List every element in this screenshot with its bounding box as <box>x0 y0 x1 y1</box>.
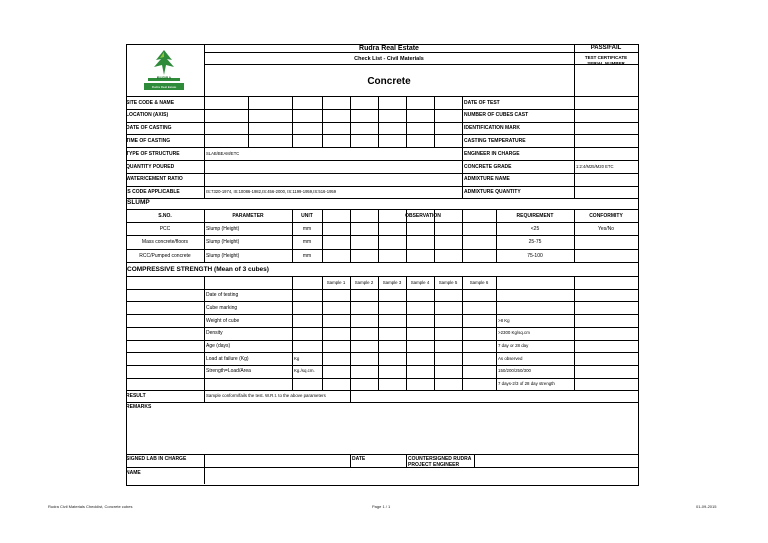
remarks-label: REMARKS <box>126 404 152 411</box>
comp-row-unit: Kg./sq.cm. <box>294 368 315 374</box>
comp-row-parameter: Strength=Load/Area <box>206 368 251 375</box>
slump-row-unit: mm <box>302 226 312 233</box>
info-label: ADMIXTURE QUANTITY <box>464 189 521 196</box>
result-value: Sample conform/fails the test. W.R.t. to the above parameters <box>206 393 326 399</box>
slump-row-line <box>126 262 638 263</box>
slump-header-requirement: REQUIREMENT <box>516 213 554 219</box>
slump-observation-field-1[interactable] <box>322 235 496 248</box>
comp-row-parameter: Weight of cube <box>206 317 240 324</box>
comp-row-requirement: 150/200/250/300 <box>498 368 531 374</box>
slump-row-parameter: Slump (Height) <box>206 239 240 246</box>
date-label: DATE <box>352 456 366 462</box>
comp-row-parameter: Date of testing <box>206 292 239 299</box>
comp-row-requirement: >8 Kg <box>498 317 510 323</box>
company-logo <box>134 48 194 92</box>
pass-fail-heading: PASS/FAIL <box>590 45 622 51</box>
checklist-subtitle: Check List - Civil Materials <box>354 56 424 62</box>
compressive-section-title: COMPRESSIVE STRENGTH (Mean of 3 cubes) <box>127 266 269 273</box>
info-col-line <box>462 96 463 198</box>
slump-header-unit: UNIT <box>301 213 313 219</box>
info-right-field-2[interactable] <box>574 122 638 135</box>
slump-observation-field-2[interactable] <box>322 249 496 262</box>
comp-row-parameter: Age (days) <box>206 343 231 349</box>
header-line-1 <box>204 52 638 53</box>
sample-header-5: Sample 5 <box>438 279 458 285</box>
info-label: QUANTITY POURED <box>126 163 175 170</box>
info-label: ADMIXTURE NAME <box>464 176 510 183</box>
slump-header-observation: OBSERVATION <box>405 213 441 219</box>
info-label: TYPE OF STRUCTURE <box>126 150 180 157</box>
comp-col-line <box>204 276 205 390</box>
logo-text: RUDRA <box>156 75 172 80</box>
info-field-6[interactable] <box>204 173 462 186</box>
comp-col-line <box>574 276 575 390</box>
signed-lab-field[interactable] <box>204 454 350 467</box>
info-right-field-7[interactable] <box>574 186 638 199</box>
comp-col-line <box>496 276 497 390</box>
sample-values-field-5[interactable] <box>322 352 496 365</box>
info-value: SLAB/BEAM/ETC <box>206 150 240 156</box>
result-label: RESULT <box>126 393 146 400</box>
comp-row-parameter: Density <box>206 330 223 337</box>
sample-values-field-6[interactable] <box>322 365 496 378</box>
info-right-field-1[interactable] <box>574 109 638 122</box>
info-label: IDENTIFICATION MARK <box>464 125 521 132</box>
project-engineer-label: PROJECT ENGINEER <box>408 462 460 468</box>
remarks-field[interactable] <box>126 412 638 458</box>
info-field-5[interactable] <box>204 160 462 173</box>
comp-row-requirement: >2300 Kg/sq.cm <box>498 330 530 336</box>
comp-col-line <box>292 276 293 390</box>
name-field[interactable] <box>204 467 638 484</box>
info-row-line <box>126 198 638 199</box>
comp-row-line <box>126 276 638 277</box>
info-label: WATER/CEMENT RATIO <box>126 176 183 183</box>
sample-values-field-7[interactable] <box>322 378 496 391</box>
info-label: LOCATION (AXIS) <box>126 112 169 119</box>
info-right-field-4[interactable] <box>574 147 638 160</box>
info-field-2[interactable] <box>204 122 462 135</box>
footer-left: Rudra Civil Materials Checklist, Concrete cubes <box>48 504 133 509</box>
info-field-3[interactable] <box>204 134 462 147</box>
sample-values-field-2[interactable] <box>322 314 496 327</box>
slump-row-conformity: Yes/No <box>598 226 614 233</box>
comp-row-requirement: As observed <box>498 355 523 361</box>
slump-row-parameter: Slump (Height) <box>206 226 240 233</box>
sample-values-field-3[interactable] <box>322 327 496 340</box>
info-right-field-6[interactable] <box>574 173 638 186</box>
slump-row-sno: RCC/Pumped concrete <box>139 252 191 259</box>
info-right-field-0[interactable] <box>574 96 638 109</box>
signed-lab-label: SIGNED LAB IN CHARGE <box>126 456 187 462</box>
comp-row-parameter: Cube marking <box>206 304 238 311</box>
test-certificate-label: TEST CERTIFICATE <box>584 55 628 60</box>
info-value: 1:2:4/M25/M20 ETC <box>576 163 614 169</box>
slump-row-requirement: 75-100 <box>527 252 543 259</box>
info-field-0[interactable] <box>204 96 462 109</box>
info-label: CONCRETE GRADE <box>464 163 512 170</box>
checklist-sheet <box>126 44 639 486</box>
info-label: NUMBER OF CUBES CAST <box>464 112 529 119</box>
logo-tagline: Rudra Real Estate <box>151 85 177 89</box>
serial-number-label: SERIAL NUMBER <box>587 61 625 66</box>
info-label: DATE OF CASTING <box>126 125 172 132</box>
info-value: IS:7320-1974, IS:10086-1982,IS:456-2000, IS:1199-1959,IS:516-1959 <box>206 189 337 195</box>
slump-header-sno: S.NO. <box>158 213 172 219</box>
slump-header-conformity: CONFORMITY <box>589 213 623 219</box>
slump-row-unit: mm <box>302 252 312 259</box>
info-label: SITE CODE & NAME <box>126 99 175 106</box>
slump-row-requirement: <25 <box>530 226 540 233</box>
slump-header-parameter: PARAMETER <box>232 213 264 219</box>
sample-values-field-1[interactable] <box>322 301 496 314</box>
company-name: Rudra Real Estate <box>359 45 419 52</box>
info-label: CASTING TEMPERATURE <box>464 137 526 144</box>
sample-header-1: Sample 1 <box>326 279 346 285</box>
sample-header-3: Sample 3 <box>382 279 402 285</box>
slump-row-sno: PCC <box>159 226 171 233</box>
slump-observation-field-0[interactable] <box>322 222 496 235</box>
header-line-2 <box>204 64 638 65</box>
comp-row-unit: Kg <box>294 355 300 361</box>
result-field[interactable] <box>204 390 638 402</box>
footer-page: Page 1 / 1 <box>372 504 391 509</box>
info-right-field-3[interactable] <box>574 134 638 147</box>
countersigned-label: COUNTERSIGNED RUDRA <box>408 456 472 462</box>
sample-header-2: Sample 2 <box>354 279 374 285</box>
info-field-1[interactable] <box>204 109 462 122</box>
comp-row-parameter: Load at failure (Kg) <box>206 355 249 362</box>
slump-row-sno: Mass concrete/floors <box>141 239 189 246</box>
footer-date: 01-09-2015 <box>696 504 717 509</box>
page-title: Concrete <box>367 76 411 87</box>
sample-values-field-0[interactable] <box>322 289 496 302</box>
info-field-4[interactable] <box>204 147 462 160</box>
sample-values-field-4[interactable] <box>322 340 496 353</box>
info-label: DATE OF TEST <box>464 99 500 106</box>
slump-row-parameter: Slump (Height) <box>206 252 240 259</box>
info-right-field-5[interactable] <box>574 160 638 173</box>
comp-row-requirement: 7 day or 28 day <box>498 343 529 348</box>
signoff-col-line <box>406 454 407 467</box>
result-line <box>126 402 638 403</box>
info-label: ENGINEER IN CHARGE <box>464 150 520 157</box>
slump-section-title: SLUMP <box>127 199 150 206</box>
comp-row-requirement: 7 days-2/3 of 28 day strength <box>498 381 555 387</box>
signoff-col-line <box>350 454 351 467</box>
sample-header-4: Sample 4 <box>410 279 430 285</box>
info-field-7[interactable] <box>204 186 462 199</box>
slump-row-requirement: 25-75 <box>528 239 542 246</box>
info-label: TIME OF CASTING <box>126 137 171 144</box>
info-label: IS CODE APPLICABLE <box>126 189 180 196</box>
slump-row-line <box>126 209 638 210</box>
countersigned-field[interactable] <box>474 454 638 467</box>
name-label: NAME <box>126 470 141 476</box>
sample-header-6: Sample 6 <box>469 279 489 285</box>
slump-row-unit: mm <box>302 239 312 246</box>
